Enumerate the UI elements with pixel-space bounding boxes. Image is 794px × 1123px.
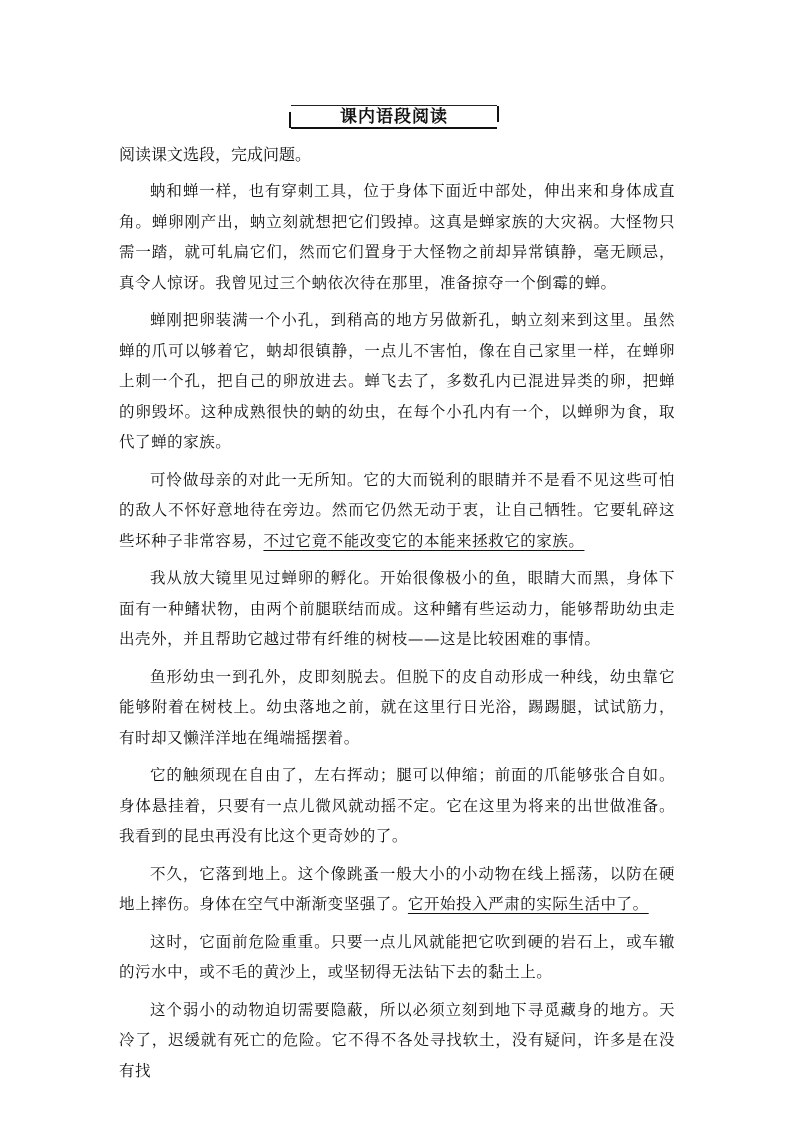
underlined-sentence-1: 不过它竟不能改变它的本能来拯救它的家族。 [263,531,585,550]
paragraph-4: 我从放大镜里见过蝉卵的孵化。开始很像极小的鱼，眼睛大而黑，身体下面有一种鳍状物，由两个前腿联结而成。这种鳍有些运动力，能够帮助幼虫走出壳外，并且帮助它越过带有纤维的树枝——这是比较困难的事情。 [119,569,675,648]
reading-instruction: 阅读课文选段，完成问题。 [119,145,312,164]
section-heading-box [291,105,497,129]
underlined-sentence-2: 它开始投入严肃的实际生活中了。 [407,895,649,913]
passage-body [119,176,675,1086]
paragraph-1: 蚋和蝉一样，也有穿刺工具，位于身体下面近中部处，伸出来和身体成直角。蝉卵刚产出，蚋立刻就想把它们毁掉。这真是蝉家族的大灾祸。大怪物只需一踏，就可轧扁它们，然而它们置身于大怪物之前却异常镇静，毫无顾忌，真令人惊讶。我曾见过三个蚋依次待在那里，准备掠夺一个倒霉的蝉。 [119,182,675,292]
paragraph-8: 这时，它面前危险重重。只要一点儿风就能把它吹到硬的岩石上，或车辙的污水中，或不毛的黄沙上，或坚韧得无法钻下去的黏土上。 [119,932,675,981]
paragraph-6: 它的触须现在自由了，左右挥动；腿可以伸缩；前面的爪能够张合自如。身体悬挂着，只要有一点儿微风就动摇不定。它在这里为将来的出世做准备。我看到的昆虫再没有比这个更奇妙的了。 [119,766,675,845]
paragraph-3: 可怜做母亲的对此一无所知。它的大而锐利的眼睛并不是看不见这些可怕的敌人不怀好意地待在旁边。然而它仍然无动于衷，让自己牺牲。它要轧碎这些坏种子非常容易，不过它竟不能改变它的本能来拯救它的家族。 [119,470,675,550]
paragraph-9: 这个弱小的动物迫切需要隐蔽，所以必须立刻到地下寻觅藏身的地方。天冷了，迟缓就有死亡的危险。它不得不各处寻找软土，没有疑问，许多是在没有找 [119,1000,675,1080]
paragraph-7: 不久，它落到地上。这个像跳蚤一般大小的小动物在线上摇荡，以防在硬地上摔伤。身体在空气中渐渐变坚强了。它开始投入严肃的实际生活中了。 [119,864,675,913]
paragraph-2: 蝉刚把卵装满一个小孔，到稍高的地方另做新孔，蚋立刻来到这里。虽然蝉的爪可以够着它，蚋却很镇静，一点儿不害怕，像在自己家里一样，在蝉卵上刺一个孔，把自己的卵放进去。蝉飞去了，多数孔内已混进异类的卵，把蝉的卵毁坏。这种成熟很快的蚋的幼虫，在每个小孔内有一个，以蝉卵为食，取代了蝉的家族。 [119,311,675,451]
paragraph-5: 鱼形幼虫一到孔外，皮即刻脱去。但脱下的皮自动形成一种线，幼虫靠它能够附着在树枝上。幼虫落地之前，就在这里行日光浴，踢踢腿，试试筋力，有时却又懒洋洋地在绳端摇摆着。 [119,667,675,747]
section-heading: 课内语段阅读 [340,107,448,127]
